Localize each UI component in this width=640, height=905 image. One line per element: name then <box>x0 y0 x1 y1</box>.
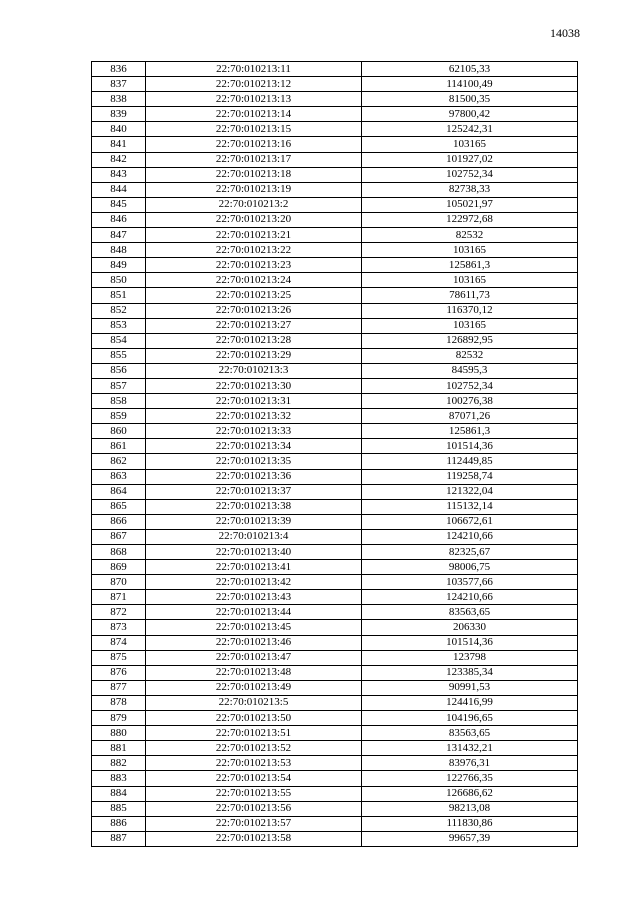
cadastral-number-cell: 22:70:010213:14 <box>146 107 362 122</box>
cadastral-number-cell: 22:70:010213:51 <box>146 726 362 741</box>
table-row <box>92 62 578 77</box>
cadastral-number-cell: 22:70:010213:20 <box>146 212 362 227</box>
row-number-cell: 849 <box>92 258 146 273</box>
value-cell: 102752,34 <box>362 378 578 393</box>
value-cell: 99657,39 <box>362 831 578 846</box>
cadastral-number-cell: 22:70:010213:12 <box>146 77 362 92</box>
cadastral-number-cell: 22:70:010213:15 <box>146 122 362 137</box>
cadastral-number-cell: 22:70:010213:52 <box>146 741 362 756</box>
row-number-cell: 853 <box>92 318 146 333</box>
row-number-cell: 855 <box>92 348 146 363</box>
row-number-cell: 856 <box>92 363 146 378</box>
row-number-cell: 887 <box>92 831 146 846</box>
value-cell: 102752,34 <box>362 167 578 182</box>
cadastral-number-cell: 22:70:010213:38 <box>146 499 362 514</box>
row-number-cell: 848 <box>92 243 146 258</box>
value-cell: 114100,49 <box>362 77 578 92</box>
registry-table-body <box>92 62 578 847</box>
table-row <box>92 575 578 590</box>
value-cell: 111830,86 <box>362 816 578 831</box>
value-cell: 103165 <box>362 137 578 152</box>
row-number-cell: 870 <box>92 575 146 590</box>
row-number-cell: 844 <box>92 182 146 197</box>
value-cell: 126686,62 <box>362 786 578 801</box>
cadastral-number-cell: 22:70:010213:3 <box>146 363 362 378</box>
table-row <box>92 212 578 227</box>
value-cell: 122766,35 <box>362 771 578 786</box>
table-row <box>92 695 578 710</box>
row-number-cell: 880 <box>92 726 146 741</box>
row-number-cell: 858 <box>92 394 146 409</box>
table-row <box>92 741 578 756</box>
cadastral-number-cell: 22:70:010213:31 <box>146 394 362 409</box>
value-cell: 119258,74 <box>362 469 578 484</box>
row-number-cell: 854 <box>92 333 146 348</box>
table-row <box>92 273 578 288</box>
cadastral-number-cell: 22:70:010213:43 <box>146 590 362 605</box>
table-row <box>92 560 578 575</box>
table-row <box>92 484 578 499</box>
value-cell: 115132,14 <box>362 499 578 514</box>
table-row <box>92 454 578 469</box>
value-cell: 84595,3 <box>362 363 578 378</box>
table-row <box>92 424 578 439</box>
value-cell: 123798 <box>362 650 578 665</box>
cadastral-number-cell: 22:70:010213:56 <box>146 801 362 816</box>
cadastral-number-cell: 22:70:010213:27 <box>146 318 362 333</box>
row-number-cell: 878 <box>92 695 146 710</box>
row-number-cell: 864 <box>92 484 146 499</box>
table-row <box>92 786 578 801</box>
row-number-cell: 877 <box>92 680 146 695</box>
table-row <box>92 680 578 695</box>
value-cell: 125242,31 <box>362 122 578 137</box>
cadastral-number-cell: 22:70:010213:25 <box>146 288 362 303</box>
value-cell: 81500,35 <box>362 92 578 107</box>
value-cell: 124416,99 <box>362 695 578 710</box>
row-number-cell: 869 <box>92 560 146 575</box>
table-row <box>92 409 578 424</box>
table-row <box>92 152 578 167</box>
value-cell: 82532 <box>362 348 578 363</box>
table-row <box>92 288 578 303</box>
value-cell: 101514,36 <box>362 635 578 650</box>
cadastral-number-cell: 22:70:010213:30 <box>146 378 362 393</box>
table-row <box>92 771 578 786</box>
row-number-cell: 859 <box>92 409 146 424</box>
cadastral-number-cell: 22:70:010213:16 <box>146 137 362 152</box>
row-number-cell: 866 <box>92 514 146 529</box>
row-number-cell: 862 <box>92 454 146 469</box>
row-number-cell: 873 <box>92 620 146 635</box>
table-row <box>92 726 578 741</box>
row-number-cell: 845 <box>92 197 146 212</box>
row-number-cell: 837 <box>92 77 146 92</box>
table-row <box>92 514 578 529</box>
page-number: 14038 <box>550 26 580 40</box>
value-cell: 116370,12 <box>362 303 578 318</box>
cadastral-number-cell: 22:70:010213:53 <box>146 756 362 771</box>
row-number-cell: 867 <box>92 529 146 544</box>
value-cell: 87071,26 <box>362 409 578 424</box>
value-cell: 131432,21 <box>362 741 578 756</box>
table-row <box>92 635 578 650</box>
table-row <box>92 363 578 378</box>
value-cell: 82738,33 <box>362 182 578 197</box>
table-row <box>92 333 578 348</box>
value-cell: 105021,97 <box>362 197 578 212</box>
value-cell: 103165 <box>362 318 578 333</box>
table-row <box>92 167 578 182</box>
table-row <box>92 137 578 152</box>
value-cell: 121322,04 <box>362 484 578 499</box>
table-row <box>92 318 578 333</box>
cadastral-number-cell: 22:70:010213:5 <box>146 695 362 710</box>
row-number-cell: 836 <box>92 62 146 77</box>
cadastral-number-cell: 22:70:010213:2 <box>146 197 362 212</box>
value-cell: 98213,08 <box>362 801 578 816</box>
value-cell: 206330 <box>362 620 578 635</box>
row-number-cell: 839 <box>92 107 146 122</box>
row-number-cell: 847 <box>92 228 146 243</box>
cadastral-number-cell: 22:70:010213:40 <box>146 545 362 560</box>
cadastral-number-cell: 22:70:010213:44 <box>146 605 362 620</box>
row-number-cell: 842 <box>92 152 146 167</box>
value-cell: 90991,53 <box>362 680 578 695</box>
row-number-cell: 881 <box>92 741 146 756</box>
cadastral-number-cell: 22:70:010213:21 <box>146 228 362 243</box>
cadastral-number-cell: 22:70:010213:17 <box>146 152 362 167</box>
cadastral-number-cell: 22:70:010213:35 <box>146 454 362 469</box>
row-number-cell: 861 <box>92 439 146 454</box>
cadastral-number-cell: 22:70:010213:50 <box>146 711 362 726</box>
cadastral-number-cell: 22:70:010213:49 <box>146 680 362 695</box>
table-row <box>92 469 578 484</box>
row-number-cell: 841 <box>92 137 146 152</box>
registry-table <box>91 61 578 847</box>
cadastral-number-cell: 22:70:010213:58 <box>146 831 362 846</box>
cadastral-number-cell: 22:70:010213:55 <box>146 786 362 801</box>
cadastral-number-cell: 22:70:010213:32 <box>146 409 362 424</box>
table-row <box>92 665 578 680</box>
cadastral-number-cell: 22:70:010213:4 <box>146 529 362 544</box>
table-row <box>92 122 578 137</box>
cadastral-number-cell: 22:70:010213:28 <box>146 333 362 348</box>
value-cell: 97800,42 <box>362 107 578 122</box>
row-number-cell: 846 <box>92 212 146 227</box>
cadastral-number-cell: 22:70:010213:13 <box>146 92 362 107</box>
cadastral-number-cell: 22:70:010213:33 <box>146 424 362 439</box>
table-row <box>92 243 578 258</box>
row-number-cell: 868 <box>92 545 146 560</box>
row-number-cell: 857 <box>92 378 146 393</box>
cadastral-number-cell: 22:70:010213:19 <box>146 182 362 197</box>
table-row <box>92 590 578 605</box>
value-cell: 83563,65 <box>362 726 578 741</box>
cadastral-number-cell: 22:70:010213:18 <box>146 167 362 182</box>
value-cell: 126892,95 <box>362 333 578 348</box>
value-cell: 103165 <box>362 243 578 258</box>
value-cell: 82532 <box>362 228 578 243</box>
table-row <box>92 182 578 197</box>
row-number-cell: 838 <box>92 92 146 107</box>
table-row <box>92 816 578 831</box>
row-number-cell: 883 <box>92 771 146 786</box>
table-row <box>92 258 578 273</box>
row-number-cell: 884 <box>92 786 146 801</box>
cadastral-number-cell: 22:70:010213:34 <box>146 439 362 454</box>
cadastral-number-cell: 22:70:010213:29 <box>146 348 362 363</box>
table-row <box>92 439 578 454</box>
value-cell: 82325,67 <box>362 545 578 560</box>
cadastral-number-cell: 22:70:010213:46 <box>146 635 362 650</box>
cadastral-number-cell: 22:70:010213:22 <box>146 243 362 258</box>
cadastral-number-cell: 22:70:010213:23 <box>146 258 362 273</box>
value-cell: 101514,36 <box>362 439 578 454</box>
value-cell: 124210,66 <box>362 529 578 544</box>
table-row <box>92 605 578 620</box>
value-cell: 100276,38 <box>362 394 578 409</box>
value-cell: 112449,85 <box>362 454 578 469</box>
table-row <box>92 394 578 409</box>
table-row <box>92 756 578 771</box>
table-row <box>92 77 578 92</box>
table-row <box>92 801 578 816</box>
value-cell: 103165 <box>362 273 578 288</box>
row-number-cell: 843 <box>92 167 146 182</box>
row-number-cell: 886 <box>92 816 146 831</box>
cadastral-number-cell: 22:70:010213:54 <box>146 771 362 786</box>
table-row <box>92 92 578 107</box>
row-number-cell: 871 <box>92 590 146 605</box>
row-number-cell: 865 <box>92 499 146 514</box>
cadastral-number-cell: 22:70:010213:48 <box>146 665 362 680</box>
table-row <box>92 348 578 363</box>
table-row <box>92 378 578 393</box>
cadastral-number-cell: 22:70:010213:24 <box>146 273 362 288</box>
table-row <box>92 529 578 544</box>
row-number-cell: 851 <box>92 288 146 303</box>
value-cell: 78611,73 <box>362 288 578 303</box>
value-cell: 125861,3 <box>362 258 578 273</box>
row-number-cell: 860 <box>92 424 146 439</box>
row-number-cell: 876 <box>92 665 146 680</box>
value-cell: 103577,66 <box>362 575 578 590</box>
value-cell: 123385,34 <box>362 665 578 680</box>
table-row <box>92 620 578 635</box>
cadastral-number-cell: 22:70:010213:26 <box>146 303 362 318</box>
row-number-cell: 872 <box>92 605 146 620</box>
cadastral-number-cell: 22:70:010213:36 <box>146 469 362 484</box>
value-cell: 124210,66 <box>362 590 578 605</box>
cadastral-number-cell: 22:70:010213:39 <box>146 514 362 529</box>
value-cell: 83563,65 <box>362 605 578 620</box>
table-row <box>92 228 578 243</box>
cadastral-number-cell: 22:70:010213:41 <box>146 560 362 575</box>
table-row <box>92 545 578 560</box>
cadastral-number-cell: 22:70:010213:37 <box>146 484 362 499</box>
cadastral-number-cell: 22:70:010213:57 <box>146 816 362 831</box>
row-number-cell: 863 <box>92 469 146 484</box>
table-row <box>92 499 578 514</box>
row-number-cell: 850 <box>92 273 146 288</box>
row-number-cell: 885 <box>92 801 146 816</box>
cadastral-number-cell: 22:70:010213:11 <box>146 62 362 77</box>
table-row <box>92 711 578 726</box>
table-row <box>92 303 578 318</box>
value-cell: 83976,31 <box>362 756 578 771</box>
table-row <box>92 107 578 122</box>
value-cell: 62105,33 <box>362 62 578 77</box>
value-cell: 104196,65 <box>362 711 578 726</box>
table-row <box>92 197 578 212</box>
value-cell: 98006,75 <box>362 560 578 575</box>
row-number-cell: 874 <box>92 635 146 650</box>
row-number-cell: 879 <box>92 711 146 726</box>
row-number-cell: 840 <box>92 122 146 137</box>
value-cell: 106672,61 <box>362 514 578 529</box>
cadastral-number-cell: 22:70:010213:47 <box>146 650 362 665</box>
cadastral-number-cell: 22:70:010213:42 <box>146 575 362 590</box>
value-cell: 122972,68 <box>362 212 578 227</box>
table-row <box>92 831 578 846</box>
cadastral-number-cell: 22:70:010213:45 <box>146 620 362 635</box>
value-cell: 125861,3 <box>362 424 578 439</box>
row-number-cell: 852 <box>92 303 146 318</box>
value-cell: 101927,02 <box>362 152 578 167</box>
row-number-cell: 875 <box>92 650 146 665</box>
table-row <box>92 650 578 665</box>
row-number-cell: 882 <box>92 756 146 771</box>
